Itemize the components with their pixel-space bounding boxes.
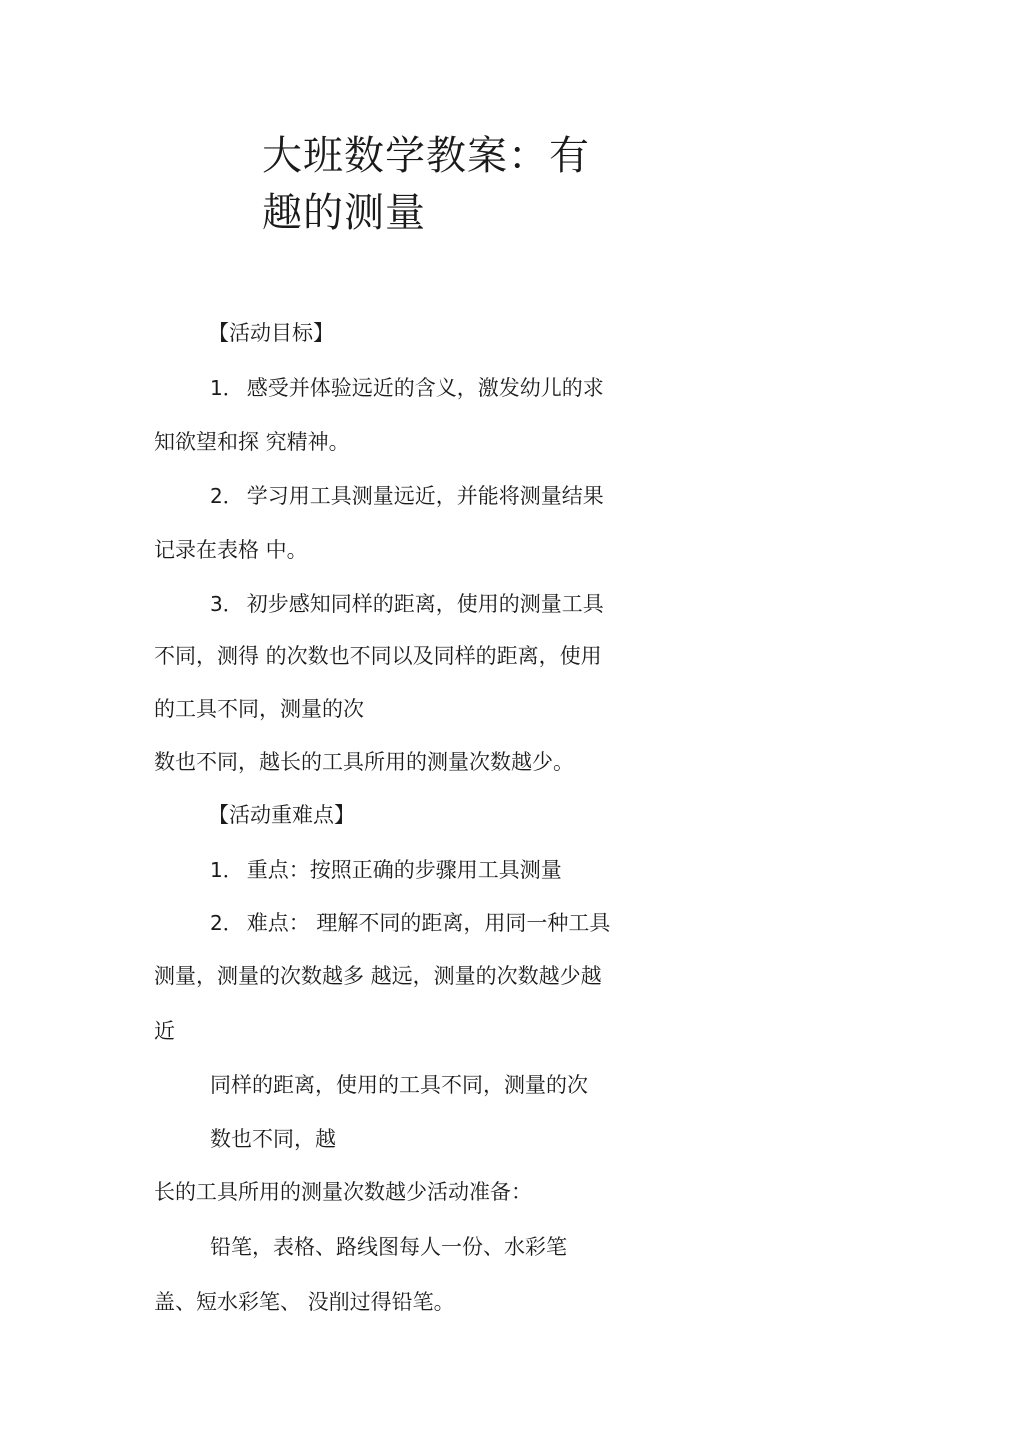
key-point-1: 1． 重点：按照正确的步骤用工具测量 bbox=[210, 858, 562, 882]
difficulty-line-4: 同样的距离，使用的工具不同，测量的次 bbox=[210, 1073, 588, 1097]
page-title bbox=[262, 128, 622, 242]
difficulty-line-2: 测量，测量的次数越多 越远，测量的次数越少越 bbox=[154, 964, 602, 988]
goal-1-line-1: 1． 感受并体验远近的含义，激发幼儿的求 bbox=[210, 376, 604, 400]
goal-2-line-2: 记录在表格 中。 bbox=[154, 538, 308, 562]
difficulty-line-6: 长的工具所用的测量次数越少活动准备： bbox=[154, 1180, 532, 1204]
goal-2-line-1: 2． 学习用工具测量远近，并能将测量结果 bbox=[210, 484, 604, 508]
goal-1-line-2: 知欲望和探 究精神。 bbox=[154, 430, 350, 454]
difficulty-line-1: 2． 难点： 理解不同的距离，用同一种工具 bbox=[210, 911, 611, 935]
section-heading-goals: 【活动目标】 bbox=[208, 321, 334, 345]
materials-line-2: 盖、短水彩笔、 没削过得铅笔。 bbox=[154, 1290, 455, 1314]
difficulty-line-3: 近 bbox=[154, 1019, 175, 1043]
title-line-2: 趣的测量 bbox=[262, 190, 426, 236]
title-line-1: 大班数学教案：有 bbox=[262, 133, 590, 179]
goal-3-line-2: 不同，测得 的次数也不同以及同样的距离，使用 bbox=[154, 644, 602, 668]
goal-3-line-4: 数也不同，越长的工具所用的测量次数越少。 bbox=[154, 750, 574, 774]
goal-3-line-1: 3． 初步感知同样的距离，使用的测量工具 bbox=[210, 592, 604, 616]
materials-line-1: 铅笔，表格、路线图每人一份、水彩笔 bbox=[210, 1235, 567, 1259]
goal-3-line-3: 的工具不同，测量的次 bbox=[154, 697, 364, 721]
section-heading-key-points: 【活动重难点】 bbox=[208, 803, 355, 827]
difficulty-line-5: 数也不同，越 bbox=[210, 1127, 336, 1151]
